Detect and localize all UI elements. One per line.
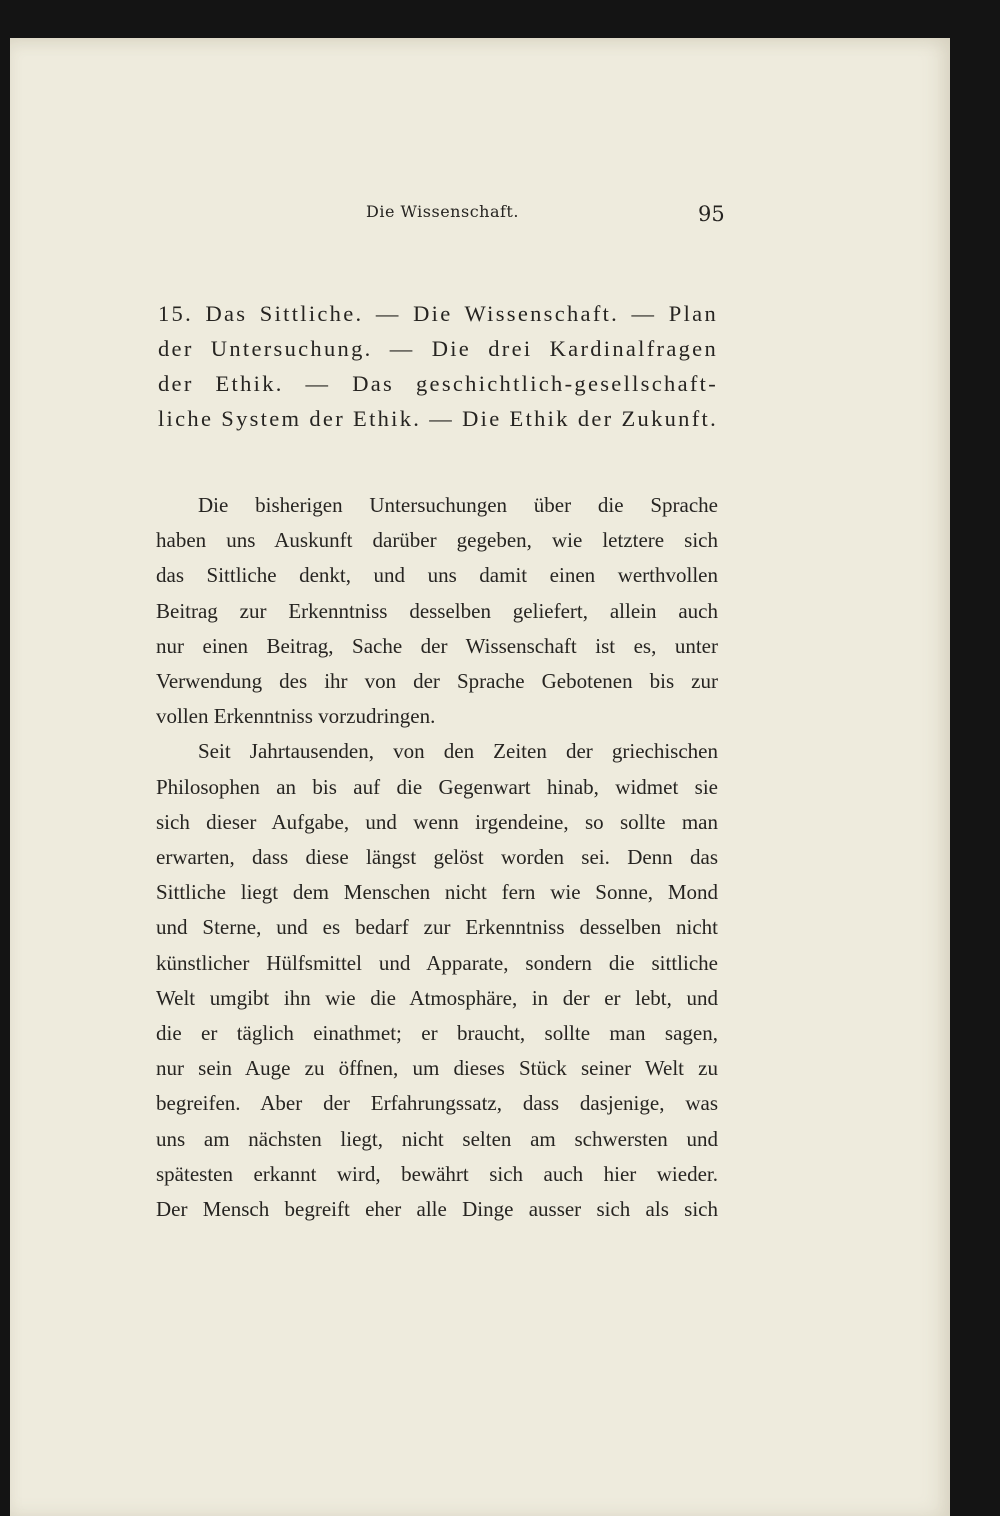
text-line: Sittliche liegt dem Menschen nicht fern wie Sonne, Mond	[156, 880, 718, 905]
book-page	[10, 38, 950, 1516]
paragraph-1	[156, 488, 718, 734]
text-line: erwarten, dass diese längst gelöst worden sei. Denn das	[156, 845, 718, 870]
running-header	[10, 198, 950, 238]
text-line: künstlicher Hülfsmittel und Apparate, sondern die sittliche	[156, 950, 718, 975]
page-number: 95	[698, 202, 725, 226]
text-line: Die bisherigen Untersuchungen über die Sprache	[198, 493, 718, 517]
text-line: Beitrag zur Erkenntniss desselben geliefert, allein auch	[156, 598, 718, 623]
text-line: spätesten erkannt wird, bewährt sich auch hier wieder.	[156, 1161, 718, 1186]
body-text	[156, 488, 718, 1227]
text-line: haben uns Auskunft darüber gegeben, wie letztere sich	[156, 528, 718, 553]
heading-line: der Ethik. — Das geschichtlich-gesellschaft-	[158, 371, 718, 396]
text-line: nur einen Beitrag, Sache der Wissenschaft ist es, unter	[156, 633, 718, 658]
heading-line: liche System der Ethik. — Die Ethik der Zukunft.	[158, 406, 718, 431]
text-line: Der Mensch begreift eher alle Dinge ausser sich als sich	[156, 1197, 718, 1222]
section-heading	[158, 296, 718, 436]
text-line: Seit Jahrtausenden, von den Zeiten der griechischen	[198, 739, 718, 764]
text-line: nur sein Auge zu öffnen, um dieses Stück seiner Welt zu	[156, 1056, 718, 1081]
running-title: Die Wissenschaft.	[366, 202, 519, 221]
text-line: das Sittliche denkt, und uns damit einen werthvollen	[156, 563, 718, 588]
text-line: und Sterne, und es bedarf zur Erkenntniss desselben nicht	[156, 915, 718, 940]
text-line: die er täglich einathmet; er braucht, sollte man sagen,	[156, 1021, 718, 1046]
text-line: Philosophen an bis auf die Gegenwart hinab, widmet sie	[156, 774, 718, 799]
paragraph-2	[156, 734, 718, 1227]
heading-line: der Untersuchung. — Die drei Kardinalfragen	[158, 336, 718, 361]
text-line: Welt umgibt ihn wie die Atmosphäre, in der er lebt, und	[156, 985, 718, 1010]
heading-line: 15. Das Sittliche. — Die Wissenschaft. — Plan	[158, 301, 718, 326]
text-line: Verwendung des ihr von der Sprache Gebotenen bis zur	[156, 669, 718, 694]
text-line: uns am nächsten liegt, nicht selten am schwersten und	[156, 1126, 718, 1151]
text-line: vollen Erkenntniss vorzudringen.	[156, 704, 436, 729]
text-line: sich dieser Aufgabe, und wenn irgendeine, so sollte man	[156, 809, 718, 834]
text-line: begreifen. Aber der Erfahrungssatz, dass dasjenige, was	[156, 1091, 718, 1116]
